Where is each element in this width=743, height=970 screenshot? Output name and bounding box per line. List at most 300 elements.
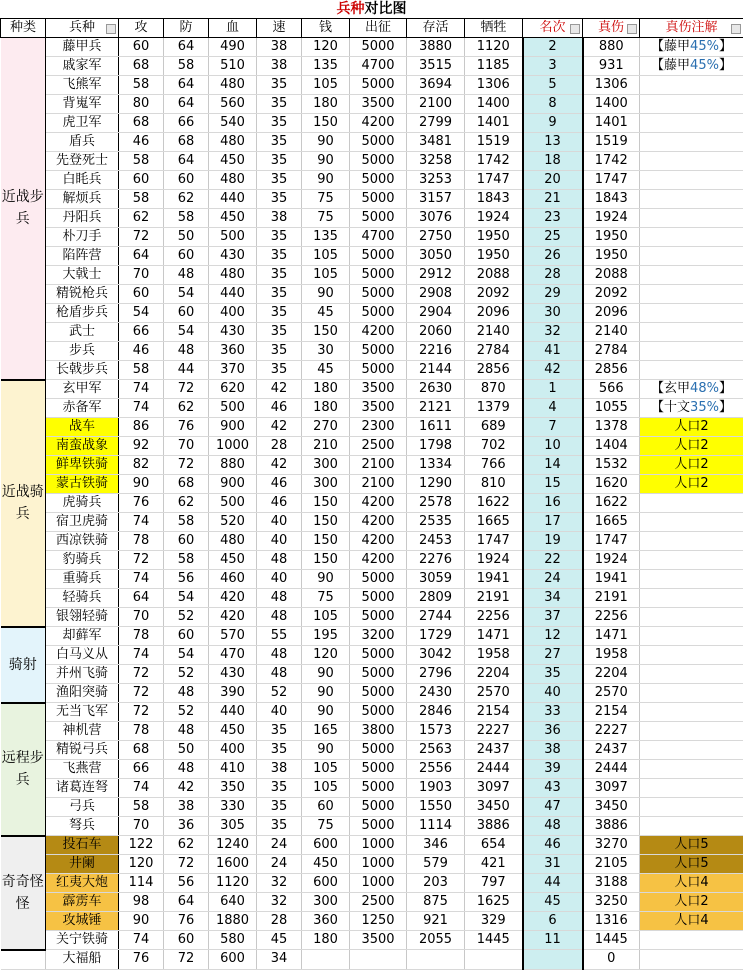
stat-attack: 64 bbox=[119, 247, 164, 266]
table-row bbox=[1, 418, 743, 437]
stat-cost: 75 bbox=[302, 589, 350, 608]
true-dmg-note bbox=[640, 570, 743, 589]
stat-hp: 510 bbox=[209, 57, 257, 76]
stat-sacrifice: 2437 bbox=[465, 741, 523, 760]
stat-attack: 62 bbox=[119, 209, 164, 228]
stat-attack: 74 bbox=[119, 399, 164, 418]
rank-cell: 28 bbox=[523, 266, 583, 285]
table-row bbox=[1, 931, 743, 950]
stat-deploy: 5000 bbox=[350, 266, 407, 285]
stat-deploy: 5000 bbox=[350, 646, 407, 665]
stat-defense: 72 bbox=[164, 380, 209, 399]
stat-speed: 35 bbox=[257, 228, 302, 247]
stat-survive: 2563 bbox=[407, 741, 465, 760]
stat-hp: 360 bbox=[209, 342, 257, 361]
stat-sacrifice: 2140 bbox=[465, 323, 523, 342]
table-row bbox=[1, 228, 743, 247]
table-row bbox=[1, 950, 743, 970]
stat-attack: 90 bbox=[119, 475, 164, 494]
unit-name: 丹阳兵 bbox=[46, 209, 119, 228]
true-dmg-note bbox=[640, 532, 743, 551]
true-dmg-note bbox=[640, 855, 743, 874]
stat-attack: 60 bbox=[119, 38, 164, 57]
true-dmg-note bbox=[640, 133, 743, 152]
true-dmg-cell: 2227 bbox=[583, 722, 640, 741]
rank-cell: 40 bbox=[523, 684, 583, 703]
rank-cell: 33 bbox=[523, 703, 583, 722]
stat-attack: 74 bbox=[119, 513, 164, 532]
table-row bbox=[1, 361, 743, 380]
note-percent: 48% bbox=[690, 381, 719, 396]
table-row bbox=[1, 912, 743, 931]
stat-sacrifice: 2154 bbox=[465, 703, 523, 722]
rank-cell: 38 bbox=[523, 741, 583, 760]
stat-hp: 450 bbox=[209, 722, 257, 741]
stat-deploy bbox=[350, 950, 407, 970]
rank-cell bbox=[523, 950, 583, 970]
stat-speed: 48 bbox=[257, 665, 302, 684]
stat-speed: 35 bbox=[257, 779, 302, 798]
stat-sacrifice: 1471 bbox=[465, 627, 523, 646]
note-text: 【藤甲 bbox=[651, 58, 690, 73]
stat-hp: 330 bbox=[209, 798, 257, 817]
rank-cell: 30 bbox=[523, 304, 583, 323]
stat-cost: 150 bbox=[302, 513, 350, 532]
table-row bbox=[1, 342, 743, 361]
rank-cell: 24 bbox=[523, 570, 583, 589]
stat-cost: 600 bbox=[302, 874, 350, 893]
rank-cell: 18 bbox=[523, 152, 583, 171]
stat-survive: 1573 bbox=[407, 722, 465, 741]
stat-attack: 72 bbox=[119, 228, 164, 247]
unit-name: 虎卫军 bbox=[46, 114, 119, 133]
unit-name: 无当飞军 bbox=[46, 703, 119, 722]
stat-cost: 105 bbox=[302, 266, 350, 285]
stat-cost: 90 bbox=[302, 152, 350, 171]
note-text: 人口2 bbox=[674, 438, 708, 453]
stat-defense: 58 bbox=[164, 57, 209, 76]
stat-sacrifice: 2191 bbox=[465, 589, 523, 608]
stat-attack: 68 bbox=[119, 57, 164, 76]
true-dmg-cell: 3097 bbox=[583, 779, 640, 798]
true-dmg-note bbox=[640, 209, 743, 228]
stat-deploy: 5000 bbox=[350, 741, 407, 760]
col-header-sacrifice: 牺牲 bbox=[465, 19, 523, 38]
note-text: 【藤甲 bbox=[651, 39, 690, 54]
unit-name: 鲜卑铁骑 bbox=[46, 456, 119, 475]
table-row bbox=[1, 57, 743, 76]
true-dmg-note bbox=[640, 304, 743, 323]
stat-cost: 90 bbox=[302, 285, 350, 304]
stat-speed: 35 bbox=[257, 114, 302, 133]
true-dmg-cell: 1445 bbox=[583, 931, 640, 950]
stat-speed: 32 bbox=[257, 893, 302, 912]
stat-hp: 640 bbox=[209, 893, 257, 912]
table-row bbox=[1, 608, 743, 627]
stat-attack: 122 bbox=[119, 836, 164, 855]
unit-name: 攻城锤 bbox=[46, 912, 119, 931]
unit-name: 藤甲兵 bbox=[46, 38, 119, 57]
stat-cost: 105 bbox=[302, 779, 350, 798]
stat-survive: 2453 bbox=[407, 532, 465, 551]
rank-cell: 44 bbox=[523, 874, 583, 893]
stat-survive: 2799 bbox=[407, 114, 465, 133]
stat-hp: 390 bbox=[209, 684, 257, 703]
rank-cell: 37 bbox=[523, 608, 583, 627]
stat-hp: 520 bbox=[209, 513, 257, 532]
stat-attack: 60 bbox=[119, 285, 164, 304]
stat-speed: 55 bbox=[257, 627, 302, 646]
stat-cost: 150 bbox=[302, 114, 350, 133]
stat-attack: 70 bbox=[119, 266, 164, 285]
stat-attack: 74 bbox=[119, 779, 164, 798]
stat-survive: 921 bbox=[407, 912, 465, 931]
stat-hp: 430 bbox=[209, 247, 257, 266]
stat-deploy: 5000 bbox=[350, 304, 407, 323]
stat-sacrifice: 2256 bbox=[465, 608, 523, 627]
true-dmg-cell: 1620 bbox=[583, 475, 640, 494]
stat-hp: 600 bbox=[209, 950, 257, 970]
stat-hp: 500 bbox=[209, 494, 257, 513]
stat-survive: 1550 bbox=[407, 798, 465, 817]
stat-defense: 44 bbox=[164, 361, 209, 380]
col-header-rank[interactable]: 名次 bbox=[523, 19, 583, 38]
col-header-speed: 速 bbox=[257, 19, 302, 38]
stat-sacrifice: 1401 bbox=[465, 114, 523, 133]
stat-sacrifice: 2096 bbox=[465, 304, 523, 323]
table-row bbox=[1, 836, 743, 855]
stat-defense: 52 bbox=[164, 608, 209, 627]
stat-sacrifice: 1379 bbox=[465, 399, 523, 418]
stat-speed: 35 bbox=[257, 247, 302, 266]
unit-name: 宿卫虎骑 bbox=[46, 513, 119, 532]
true-dmg-note bbox=[640, 247, 743, 266]
stat-deploy: 2300 bbox=[350, 418, 407, 437]
stat-speed: 40 bbox=[257, 703, 302, 722]
stat-attack: 74 bbox=[119, 931, 164, 950]
stat-hp: 1240 bbox=[209, 836, 257, 855]
stat-hp: 420 bbox=[209, 589, 257, 608]
note-text: 人口4 bbox=[674, 875, 708, 890]
stat-sacrifice: 3097 bbox=[465, 779, 523, 798]
rank-cell: 16 bbox=[523, 494, 583, 513]
col-header-true-dmg[interactable]: 真伤 bbox=[583, 19, 640, 38]
true-dmg-note bbox=[640, 950, 743, 970]
rank-cell: 7 bbox=[523, 418, 583, 437]
stat-sacrifice: 1665 bbox=[465, 513, 523, 532]
rank-cell: 19 bbox=[523, 532, 583, 551]
true-dmg-cell: 1747 bbox=[583, 171, 640, 190]
stat-speed: 35 bbox=[257, 323, 302, 342]
stat-defense: 64 bbox=[164, 38, 209, 57]
stat-sacrifice bbox=[465, 950, 523, 970]
true-dmg-cell: 1941 bbox=[583, 570, 640, 589]
stat-attack: 60 bbox=[119, 171, 164, 190]
stat-defense: 48 bbox=[164, 684, 209, 703]
stat-speed: 42 bbox=[257, 456, 302, 475]
stat-attack: 68 bbox=[119, 741, 164, 760]
stat-speed: 35 bbox=[257, 133, 302, 152]
stat-cost: 450 bbox=[302, 855, 350, 874]
stat-defense: 54 bbox=[164, 323, 209, 342]
stat-deploy: 2100 bbox=[350, 475, 407, 494]
unit-name: 枪盾步兵 bbox=[46, 304, 119, 323]
stat-cost: 300 bbox=[302, 893, 350, 912]
true-dmg-note bbox=[640, 722, 743, 741]
true-dmg-note bbox=[640, 418, 743, 437]
stat-defense: 62 bbox=[164, 399, 209, 418]
stat-defense: 64 bbox=[164, 152, 209, 171]
stat-sacrifice: 329 bbox=[465, 912, 523, 931]
stat-cost: 105 bbox=[302, 608, 350, 627]
rank-cell: 15 bbox=[523, 475, 583, 494]
unit-name: 轻骑兵 bbox=[46, 589, 119, 608]
stat-sacrifice: 2856 bbox=[465, 361, 523, 380]
unit-name: 飞燕营 bbox=[46, 760, 119, 779]
note-bracket: 】 bbox=[719, 400, 732, 415]
stat-survive: 3515 bbox=[407, 57, 465, 76]
stat-attack: 58 bbox=[119, 798, 164, 817]
stat-cost: 300 bbox=[302, 475, 350, 494]
stat-sacrifice: 2092 bbox=[465, 285, 523, 304]
rank-cell: 26 bbox=[523, 247, 583, 266]
stat-speed: 28 bbox=[257, 437, 302, 456]
stat-deploy: 4700 bbox=[350, 228, 407, 247]
stat-attack: 66 bbox=[119, 323, 164, 342]
stat-attack: 74 bbox=[119, 380, 164, 399]
true-dmg-cell: 2570 bbox=[583, 684, 640, 703]
true-dmg-cell: 2096 bbox=[583, 304, 640, 323]
stat-deploy: 1000 bbox=[350, 874, 407, 893]
stat-attack: 90 bbox=[119, 912, 164, 931]
group-label: 近战步兵 bbox=[1, 38, 46, 380]
true-dmg-cell: 1843 bbox=[583, 190, 640, 209]
stat-sacrifice: 3450 bbox=[465, 798, 523, 817]
stat-cost: 75 bbox=[302, 190, 350, 209]
true-dmg-note bbox=[640, 475, 743, 494]
stat-sacrifice: 1120 bbox=[465, 38, 523, 57]
stat-attack: 72 bbox=[119, 665, 164, 684]
stat-speed: 32 bbox=[257, 874, 302, 893]
rank-cell: 21 bbox=[523, 190, 583, 209]
stat-survive: 2430 bbox=[407, 684, 465, 703]
stat-speed: 35 bbox=[257, 304, 302, 323]
stat-hp: 440 bbox=[209, 190, 257, 209]
rank-cell: 23 bbox=[523, 209, 583, 228]
stat-attack: 54 bbox=[119, 304, 164, 323]
unit-name: 南蛮战象 bbox=[46, 437, 119, 456]
note-text: 人口5 bbox=[674, 856, 708, 871]
unit-name: 精锐弓兵 bbox=[46, 741, 119, 760]
stat-cost: 90 bbox=[302, 570, 350, 589]
stat-deploy: 5000 bbox=[350, 703, 407, 722]
stat-defense: 60 bbox=[164, 304, 209, 323]
stat-cost: 165 bbox=[302, 722, 350, 741]
note-bracket: 】 bbox=[719, 381, 732, 396]
stat-defense: 58 bbox=[164, 209, 209, 228]
table-row bbox=[1, 893, 743, 912]
stat-attack: 120 bbox=[119, 855, 164, 874]
unit-name: 戚家军 bbox=[46, 57, 119, 76]
stat-sacrifice: 2227 bbox=[465, 722, 523, 741]
stat-survive: 2276 bbox=[407, 551, 465, 570]
stat-sacrifice: 3886 bbox=[465, 817, 523, 836]
stat-deploy: 5000 bbox=[350, 361, 407, 380]
stat-sacrifice: 689 bbox=[465, 418, 523, 437]
col-header-deploy: 出征 bbox=[350, 19, 407, 38]
stat-speed: 46 bbox=[257, 494, 302, 513]
true-dmg-cell: 1924 bbox=[583, 209, 640, 228]
table-row bbox=[1, 703, 743, 722]
unit-name: 武士 bbox=[46, 323, 119, 342]
stat-hp: 580 bbox=[209, 931, 257, 950]
stat-cost: 270 bbox=[302, 418, 350, 437]
table-row bbox=[1, 760, 743, 779]
rank-cell: 32 bbox=[523, 323, 583, 342]
rank-cell: 47 bbox=[523, 798, 583, 817]
true-dmg-cell: 2437 bbox=[583, 741, 640, 760]
note-text: 【十文 bbox=[651, 400, 690, 415]
stat-speed: 35 bbox=[257, 171, 302, 190]
true-dmg-cell: 880 bbox=[583, 38, 640, 57]
unit-name: 解烦兵 bbox=[46, 190, 119, 209]
stat-survive: 2100 bbox=[407, 95, 465, 114]
true-dmg-note bbox=[640, 665, 743, 684]
stat-speed: 35 bbox=[257, 285, 302, 304]
stat-defense: 62 bbox=[164, 190, 209, 209]
stat-sacrifice: 2204 bbox=[465, 665, 523, 684]
unit-name: 重骑兵 bbox=[46, 570, 119, 589]
true-dmg-note bbox=[640, 760, 743, 779]
header-row bbox=[1, 19, 743, 38]
stat-attack: 66 bbox=[119, 760, 164, 779]
true-dmg-note bbox=[640, 456, 743, 475]
stat-deploy: 5000 bbox=[350, 342, 407, 361]
table-row bbox=[1, 570, 743, 589]
table-row bbox=[1, 190, 743, 209]
stat-speed: 35 bbox=[257, 722, 302, 741]
stat-hp: 440 bbox=[209, 285, 257, 304]
stat-cost: 195 bbox=[302, 627, 350, 646]
true-dmg-note bbox=[640, 931, 743, 950]
stat-deploy: 5000 bbox=[350, 152, 407, 171]
rank-cell: 12 bbox=[523, 627, 583, 646]
true-dmg-cell: 2444 bbox=[583, 760, 640, 779]
stat-defense: 60 bbox=[164, 247, 209, 266]
stat-speed: 52 bbox=[257, 684, 302, 703]
stat-defense: 48 bbox=[164, 342, 209, 361]
true-dmg-cell: 1532 bbox=[583, 456, 640, 475]
stat-speed: 48 bbox=[257, 551, 302, 570]
rank-cell: 6 bbox=[523, 912, 583, 931]
stat-survive: 346 bbox=[407, 836, 465, 855]
stat-sacrifice: 1924 bbox=[465, 209, 523, 228]
rank-cell: 45 bbox=[523, 893, 583, 912]
col-header-unit[interactable]: 兵种 bbox=[46, 19, 119, 38]
table-row bbox=[1, 380, 743, 399]
table-row bbox=[1, 285, 743, 304]
stat-cost: 180 bbox=[302, 380, 350, 399]
stat-cost bbox=[302, 950, 350, 970]
true-dmg-cell: 566 bbox=[583, 380, 640, 399]
stat-survive: 1611 bbox=[407, 418, 465, 437]
unit-name: 虎骑兵 bbox=[46, 494, 119, 513]
stat-cost: 90 bbox=[302, 133, 350, 152]
stat-sacrifice: 1445 bbox=[465, 931, 523, 950]
true-dmg-note bbox=[640, 608, 743, 627]
unit-name: 井阑 bbox=[46, 855, 119, 874]
true-dmg-note bbox=[640, 171, 743, 190]
stat-survive: 3481 bbox=[407, 133, 465, 152]
true-dmg-cell: 1378 bbox=[583, 418, 640, 437]
note-bracket: 】 bbox=[719, 39, 732, 54]
stat-cost: 120 bbox=[302, 646, 350, 665]
true-dmg-note bbox=[640, 912, 743, 931]
rank-cell: 25 bbox=[523, 228, 583, 247]
table-row bbox=[1, 266, 743, 285]
unit-name: 大福船 bbox=[46, 950, 119, 970]
true-dmg-note bbox=[640, 38, 743, 57]
col-header-cost: 钱 bbox=[302, 19, 350, 38]
stat-hp: 480 bbox=[209, 532, 257, 551]
stat-hp: 400 bbox=[209, 741, 257, 760]
stat-attack: 74 bbox=[119, 570, 164, 589]
stat-defense: 64 bbox=[164, 76, 209, 95]
unit-comparison-table bbox=[0, 18, 743, 970]
rank-cell: 13 bbox=[523, 133, 583, 152]
stat-deploy: 2100 bbox=[350, 456, 407, 475]
true-dmg-cell: 3270 bbox=[583, 836, 640, 855]
stat-defense: 52 bbox=[164, 703, 209, 722]
stat-speed: 35 bbox=[257, 361, 302, 380]
true-dmg-cell: 1404 bbox=[583, 437, 640, 456]
stat-speed: 24 bbox=[257, 836, 302, 855]
stat-defense: 52 bbox=[164, 665, 209, 684]
stat-defense: 72 bbox=[164, 855, 209, 874]
stat-defense: 50 bbox=[164, 228, 209, 247]
stat-deploy: 4200 bbox=[350, 513, 407, 532]
table-row bbox=[1, 399, 743, 418]
stat-hp: 1000 bbox=[209, 437, 257, 456]
group-label: 远程步兵 bbox=[1, 703, 46, 836]
stat-defense: 48 bbox=[164, 266, 209, 285]
true-dmg-note bbox=[640, 190, 743, 209]
stat-hp: 540 bbox=[209, 114, 257, 133]
stat-deploy: 5000 bbox=[350, 665, 407, 684]
stat-speed: 35 bbox=[257, 342, 302, 361]
note-text: 人口2 bbox=[674, 457, 708, 472]
rank-cell: 41 bbox=[523, 342, 583, 361]
note-text: 【玄甲 bbox=[651, 381, 690, 396]
stat-hp: 900 bbox=[209, 418, 257, 437]
stat-cost: 180 bbox=[302, 95, 350, 114]
true-dmg-cell: 1306 bbox=[583, 76, 640, 95]
stat-hp: 500 bbox=[209, 399, 257, 418]
stat-attack: 46 bbox=[119, 342, 164, 361]
col-header-true-dmg-note[interactable]: 真伤注解 bbox=[640, 19, 743, 38]
stat-survive: 3258 bbox=[407, 152, 465, 171]
table-row bbox=[1, 437, 743, 456]
stat-survive: 2578 bbox=[407, 494, 465, 513]
stat-hp: 900 bbox=[209, 475, 257, 494]
note-text: 人口2 bbox=[674, 894, 708, 909]
stat-cost: 210 bbox=[302, 437, 350, 456]
stat-attack: 76 bbox=[119, 950, 164, 970]
unit-name: 并州飞骑 bbox=[46, 665, 119, 684]
note-text: 人口2 bbox=[674, 476, 708, 491]
rank-cell: 34 bbox=[523, 589, 583, 608]
table-row bbox=[1, 247, 743, 266]
